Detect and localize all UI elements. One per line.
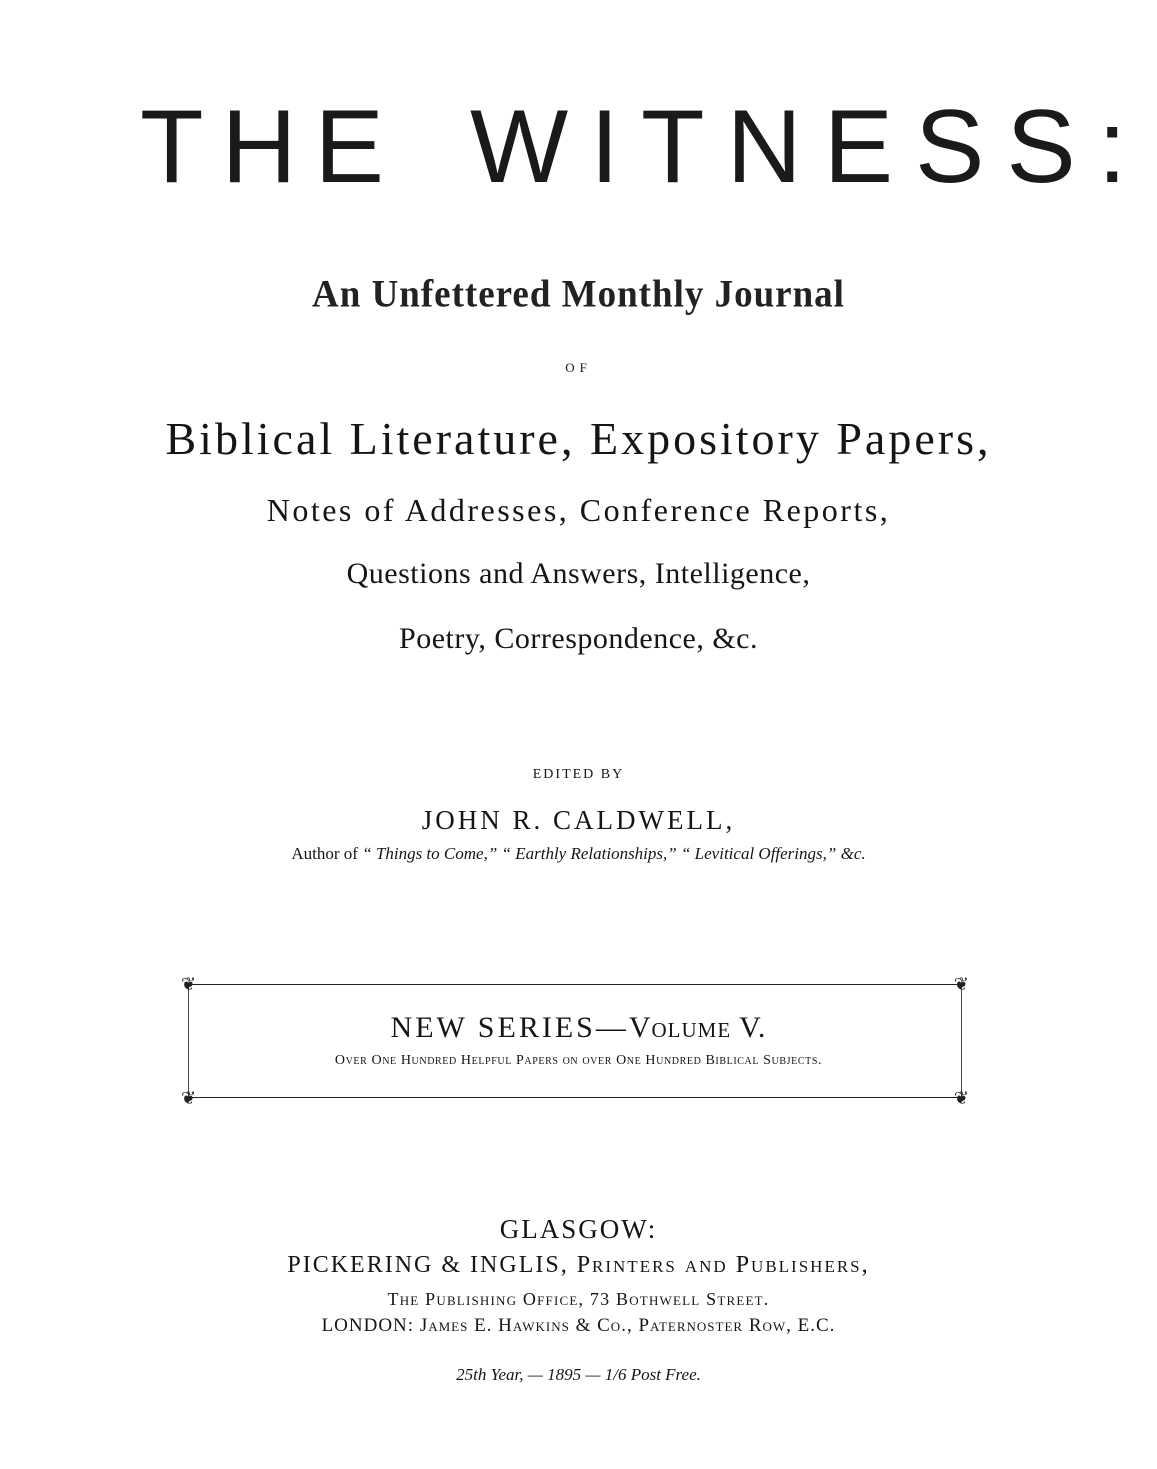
london-agent: James E. Hawkins & Co., Paternoster Row, E.C. [419,1315,836,1336]
of-connector: OF [565,360,592,375]
london-agent-line [0,1314,1157,1338]
masthead-word-the: THE [140,89,402,205]
ornament-icon: ❦ [953,1088,969,1108]
author-works: “ Things to Come,” “ Earthly Relationships,” “ Levitical Offerings,” &c. [362,844,866,863]
publication-city: GLASGOW: [499,1214,658,1244]
series-label: NEW SERIES— [390,1011,629,1044]
ornament-icon: ❦ [181,1088,197,1108]
blackletter-subtitle: An Unfettered Monthly Journal [312,272,845,316]
publisher-line [0,1250,1157,1280]
edited-by-label: EDITED BY [532,767,625,782]
series-title [0,1010,1157,1046]
publishing-office: The Publishing Office, 73 Bothwell Street. [387,1289,770,1309]
editor-credits [0,843,1157,865]
ornament-icon: ❦ [181,974,197,994]
subjects-line-3: Questions and Answers, Intelligence, [346,557,811,590]
subjects-line-2: Notes of Addresses, Conference Reports, [266,492,891,528]
masthead-word-witness: WITNESS: [470,89,1149,205]
ornament-icon: ❦ [953,974,969,994]
imprint-line: 25th Year, — 1895 — 1/6 Post Free. [456,1365,701,1384]
publisher-name: PICKERING & INGLIS, [287,1252,569,1278]
series-description: Over One Hundred Helpful Papers on over One Hundred Biblical Subjects. [334,1053,823,1068]
publisher-role: Printers and Publishers, [576,1252,870,1278]
author-prefix: Author of [291,844,358,863]
volume-label: Volume V. [628,1011,767,1044]
editor-name: JOHN R. CALDWELL, [421,805,736,835]
london-label: LONDON: [321,1315,415,1336]
subjects-line-4: Poetry, Correspondence, &c. [399,622,758,655]
subjects-line-1: Biblical Literature, Expository Papers, [165,413,992,464]
masthead-title [0,89,1157,205]
